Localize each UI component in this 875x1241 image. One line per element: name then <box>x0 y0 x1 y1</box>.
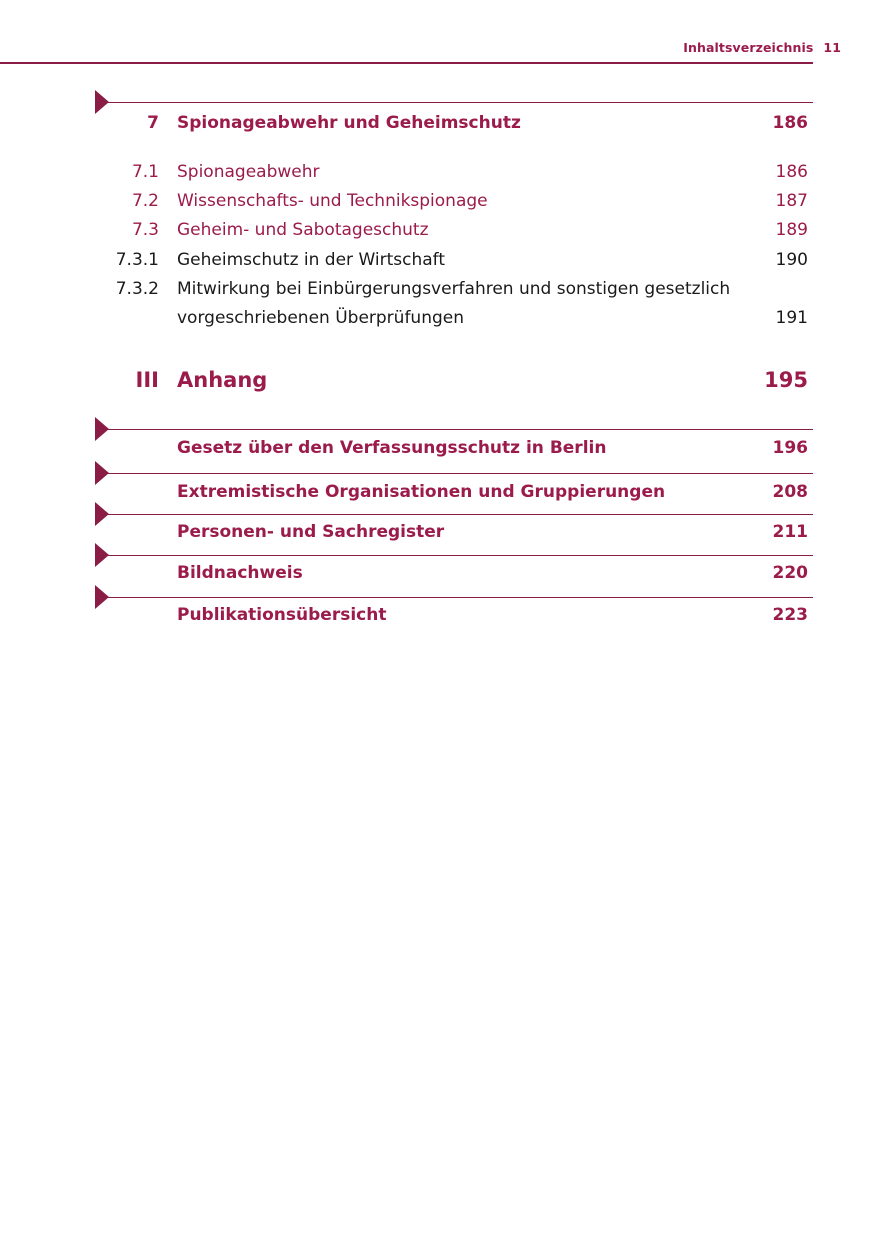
toc-subsection-7-3-1[interactable] <box>0 249 875 271</box>
toc-page: 208 <box>772 482 808 502</box>
toc-page: 187 <box>775 191 808 211</box>
toc-appendix-item[interactable] <box>0 604 875 626</box>
toc-number: 7.3.2 <box>115 279 159 299</box>
toc-page: 211 <box>772 522 808 542</box>
running-header <box>683 40 841 55</box>
toc-chapter-7[interactable] <box>0 112 875 134</box>
toc-appendix-item[interactable] <box>0 562 875 584</box>
toc-part-iii[interactable] <box>0 367 875 393</box>
toc-section-7-1[interactable] <box>0 161 875 183</box>
toc-title: Gesetz über den Verfassungsschutz in Berlin <box>177 438 607 458</box>
toc-title: Wissenschafts- und Technikspionage <box>177 191 488 211</box>
toc-title: Spionageabwehr <box>177 162 320 182</box>
toc-page: 223 <box>772 605 808 625</box>
toc-title: Geheim- und Sabotageschutz <box>177 220 429 240</box>
toc-title: Bildnachweis <box>177 563 303 583</box>
toc-number: 7.3 <box>131 220 159 240</box>
toc-title-line-2: vorgeschriebenen Überprüfungen <box>177 308 465 328</box>
toc-page: 191 <box>775 308 808 328</box>
toc-title: Geheimschutz in der Wirtschaft <box>177 250 445 270</box>
toc-title: Personen- und Sachregister <box>177 522 445 542</box>
toc-page: 195 <box>764 368 808 392</box>
toc-subsection-7-3-2[interactable] <box>0 278 875 300</box>
toc-subsection-7-3-2-continued[interactable] <box>0 307 875 329</box>
toc-appendix-item[interactable] <box>0 521 875 543</box>
toc-title: Spionageabwehr und Geheimschutz <box>177 113 521 133</box>
toc-page: 220 <box>772 563 808 583</box>
toc-page: 186 <box>775 162 808 182</box>
chapter-rule <box>104 102 813 103</box>
toc-page: 190 <box>775 250 808 270</box>
toc-number: 7.2 <box>131 191 159 211</box>
toc-title-line-1: Mitwirkung bei Einbürgerungsverfahren und sonstigen gesetzlich <box>177 279 731 299</box>
chapter-rule <box>104 473 813 474</box>
toc-number: 7.3.1 <box>115 250 159 270</box>
chapter-rule <box>104 597 813 598</box>
toc-appendix-item[interactable] <box>0 481 875 503</box>
chapter-rule <box>104 429 813 430</box>
toc-number: 7.1 <box>131 162 159 182</box>
chapter-rule <box>104 514 813 515</box>
toc-page: 196 <box>772 438 808 458</box>
toc-section-7-2[interactable] <box>0 190 875 212</box>
toc-title: Publikationsübersicht <box>177 605 387 625</box>
toc-page: 186 <box>772 113 808 133</box>
toc-section-7-3[interactable] <box>0 219 875 241</box>
toc-title: Anhang <box>177 368 268 392</box>
header-rule <box>0 62 813 64</box>
toc-number: III <box>135 368 159 392</box>
running-header-title: Inhaltsverzeichnis <box>683 40 814 55</box>
toc-appendix-item[interactable] <box>0 437 875 459</box>
toc-number: 7 <box>147 113 159 133</box>
toc-page: 189 <box>775 220 808 240</box>
running-header-page-number: 11 <box>823 40 841 55</box>
toc-title: Extremistische Organisationen und Gruppierungen <box>177 482 666 502</box>
chapter-rule <box>104 555 813 556</box>
